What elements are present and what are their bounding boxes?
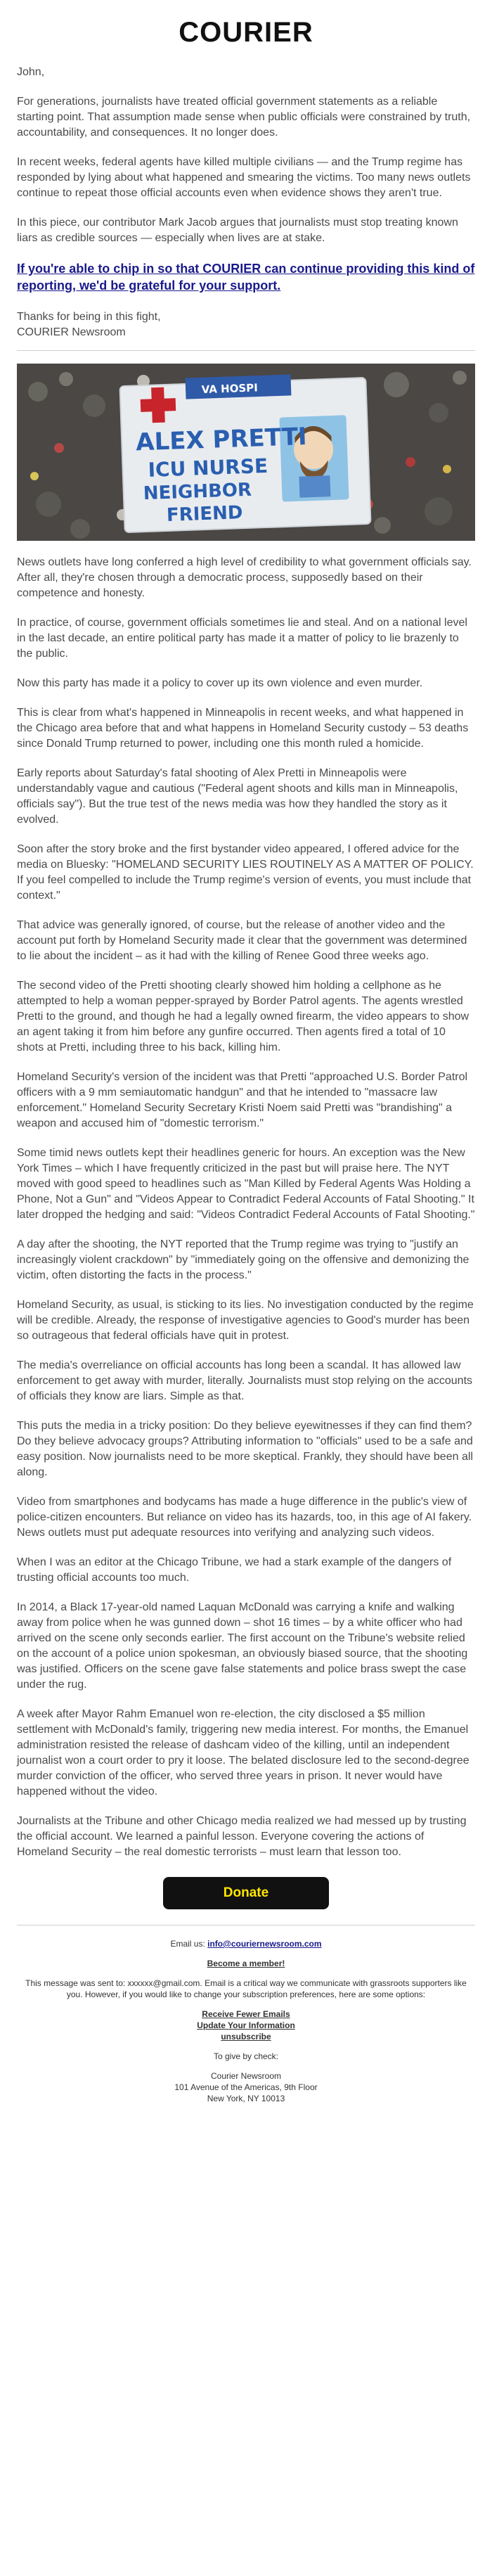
- article-paragraph: That advice was generally ignored, of course, but the release of another video and the account put forth by Homeland Security made it clear that the government was determined to lie about the incident – as it had with the killing of Renee Good three weeks ago.: [17, 919, 467, 962]
- article-paragraph: In practice, of course, government officials sometimes lie and steal. And on a national level in the last decade, an entire political party has made it a matter of policy to lie brazenly to the public.: [17, 617, 467, 660]
- footer-email-link[interactable]: info@couriernewsroom.com: [207, 1939, 322, 1949]
- donate-section: [17, 1877, 475, 1909]
- sign-line-role: ICU NURSE: [148, 454, 268, 482]
- footer-address: [17, 2070, 475, 2104]
- article-paragraph: The second video of the Pretti shooting clearly showed him holding a cellphone as he attempted to help a woman pepper-sprayed by Border Patrol agents. The agents wrestled Pretti to the ground, and though he had a legally owned firearm, the video appears to show an agent taking it from him before any gunfire occurred. Then agents fired a total of 10 shots at Pretti, including three to his back, killing him.: [17, 980, 470, 1053]
- address-line: 101 Avenue of the Americas, 9th Floor: [174, 2082, 318, 2092]
- receive-fewer-emails-link[interactable]: Receive Fewer Emails: [202, 2009, 290, 2019]
- article-paragraph: Some timid news outlets kept their headlines generic for hours. An exception was the New York Times – which I have frequently criticized in the past but will praise here. The NYT moved with good speed to headlines such as "Man Killed by Federal Agents Was Holding a Phone, Not a Gun" and "Videos Appear to Contradict Federal Accounts of Fatal Shooting." It later dropped the hedging and said: "Videos Contradict Federal Accounts of Fatal Shooting.": [17, 1147, 475, 1221]
- email-container: [17, 0, 475, 2127]
- article-paragraph: Video from smartphones and bodycams has made a huge difference in the public's view of police-citizen encounters. But reliance on video has its hazards, too, in this age of AI fakery. News outlets must put adequate resources into verifying and analyzing such videos.: [17, 1496, 472, 1539]
- sign-tag-text: VA HOSPI: [201, 381, 259, 397]
- article-paragraph: The media's overreliance on official accounts has long been a scandal. It has allowed law enforcement to get away with murder, literally. Journalists must stop relying on the accounts of officials they know are liars. Simple as that.: [17, 1359, 473, 1402]
- sign-line-neighbor: NEIGHBOR: [143, 479, 252, 505]
- sign-line-friend: FRIEND: [166, 502, 243, 526]
- footer-options: [17, 2008, 475, 2042]
- intro-paragraph: For generations, journalists have treated official government statements as a reliable starting point. That assumption made sense when public officials were constrained by truth, accountability, and consequences. It no longer does.: [17, 96, 471, 139]
- article-paragraph: Journalists at the Tribune and other Chicago media realized we had messed up by trusting the official account. We learned a painful lesson. Everyone covering the actions of Homeland Security – the real domestic terrorists – must learn that lesson too.: [17, 1815, 467, 1858]
- divider: [17, 350, 475, 351]
- become-member-link[interactable]: Become a member!: [207, 1959, 285, 1968]
- article-paragraph: When I was an editor at the Chicago Tribune, we had a stark example of the dangers of trusting official accounts too much.: [17, 1556, 452, 1584]
- hero-image-memorial: [17, 364, 475, 541]
- unsubscribe-link[interactable]: unsubscribe: [221, 2032, 271, 2042]
- article-paragraph: Soon after the story broke and the first bystander video appeared, I offered advice for the media on Bluesky: "HOMELAND SECURITY LIES ROUTINELY AS A MATTER OF POLICY. If you feel compelled to include the Trump regime's version of events, you must include that context.": [17, 843, 474, 902]
- article-paragraph: Early reports about Saturday's fatal shooting of Alex Pretti in Minneapolis were understandably vague and cautious ("Federal agent shoots and kills man in Minneapolis, officials say"). But the true test of the news media was how they handled the story as it evolved.: [17, 767, 458, 826]
- signoff: [17, 309, 475, 340]
- article-paragraph: Homeland Security, as usual, is sticking to its lies. No investigation conducted by the regime will be credible. Already, the response of investigative agencies to Good's murder has been so outrageous that federal officials have quit in protest.: [17, 1299, 474, 1342]
- address-line: New York, NY 10013: [207, 2094, 285, 2103]
- footer-notice: This message was sent to: xxxxxx@gmail.com. Email is a critical way we communicate with grassroots supporters like you. However, if you would like to change your subscription preferences, here are some options:: [25, 1978, 467, 1999]
- article-paragraph: This is clear from what's happened in Minneapolis in recent weeks, and what happened in the Chicago area before that and what happens in Homeland Security custody – 53 deaths since Donald Trump returned to power, including one this month ruled a homicide.: [17, 707, 469, 750]
- greeting: John,: [17, 66, 45, 78]
- signoff-thanks: Thanks for being in this fight,: [17, 311, 161, 323]
- article-paragraph: Homeland Security's version of the incident was that Pretti "approached U.S. Border Patrol officers with a 9 mm semiautomatic handgun" and that he intended to "massacre law enforcement." Homeland Security Secretary Kristi Noem said Pretti was "brandishing" a weapon and accused him of "domestic terrorism.": [17, 1071, 468, 1129]
- masthead-logo: COURIER: [179, 17, 313, 48]
- footer-email-line: [17, 1938, 475, 1949]
- footer-member-line: [17, 1958, 475, 1969]
- article-paragraph: A week after Mayor Rahm Emanuel won re-election, the city disclosed a $5 million settlement with McDonald's family, triggering new media interest. For months, the Emanuel administration resisted the release of dashcam video of the killing, until an independent journalist won a court order to pry it loose. The belated disclosure led to the second-degree murder conviction of the officer, who served three years in prison. It never would have happened without the video.: [17, 1708, 470, 1798]
- intro-paragraph: In this piece, our contributor Mark Jacob argues that journalists must stop treating known liars as credible sources — especially when lives are at stake.: [17, 217, 458, 244]
- article-paragraph: In 2014, a Black 17-year-old named Laquan McDonald was carrying a knife and walking away from police when he was gunned down – shot 16 times – by a white officer who had arrived on the scene only seconds earlier. The first account on the Tribune's website relied on the account of a police union spokesman, an obviously biased source, that the shooting was justified. Officers on the scene gave false statements and police brass swept the case under the rug.: [17, 1601, 468, 1691]
- update-information-link[interactable]: Update Your Information: [197, 2020, 295, 2030]
- signoff-team: COURIER Newsroom: [17, 326, 126, 338]
- footer: [17, 1938, 475, 2127]
- article-paragraph: Now this party has made it a policy to cover up its own violence and even murder.: [17, 677, 423, 689]
- donate-button[interactable]: Donate: [163, 1877, 329, 1909]
- intro-paragraph: In recent weeks, federal agents have killed multiple civilians — and the Trump regime has responded by lying about what happened and smearing the victims. Too many news outlets continue to repeat those official accounts even when evidence shows they aren't true.: [17, 156, 471, 199]
- address-line: Courier Newsroom: [210, 2071, 282, 2081]
- article-paragraph: A day after the shooting, the NYT reported that the Trump regime was trying to "justify an increasingly violent crackdown" by "immediately going on the offensive and demonizing the victim, often distorting the facts in the process.": [17, 1238, 470, 1281]
- memorial-illustration: [17, 364, 475, 541]
- article-paragraph: News outlets have long conferred a high level of credibility to what government officials say. After all, they're chosen through a democratic process, supposedly based on their competence and honesty.: [17, 556, 472, 599]
- support-link[interactable]: If you're able to chip in so that COURIER can continue providing this kind of reporting, we'd be grateful for your support.: [17, 262, 475, 293]
- article-body: [17, 555, 475, 1860]
- footer-check-label: To give by check:: [213, 2051, 279, 2061]
- article-paragraph: This puts the media in a tricky position: Do they believe eyewitnesses if they can find them? Do they believe advocacy groups? Attributing information to "officials" used to be a safe and easy position. Now journalists need to be more skeptical. Frankly, they should have been all along.: [17, 1420, 473, 1478]
- sign-line-name: ALEX PRETTI: [135, 422, 308, 457]
- footer-email-prefix: Email us:: [170, 1939, 205, 1949]
